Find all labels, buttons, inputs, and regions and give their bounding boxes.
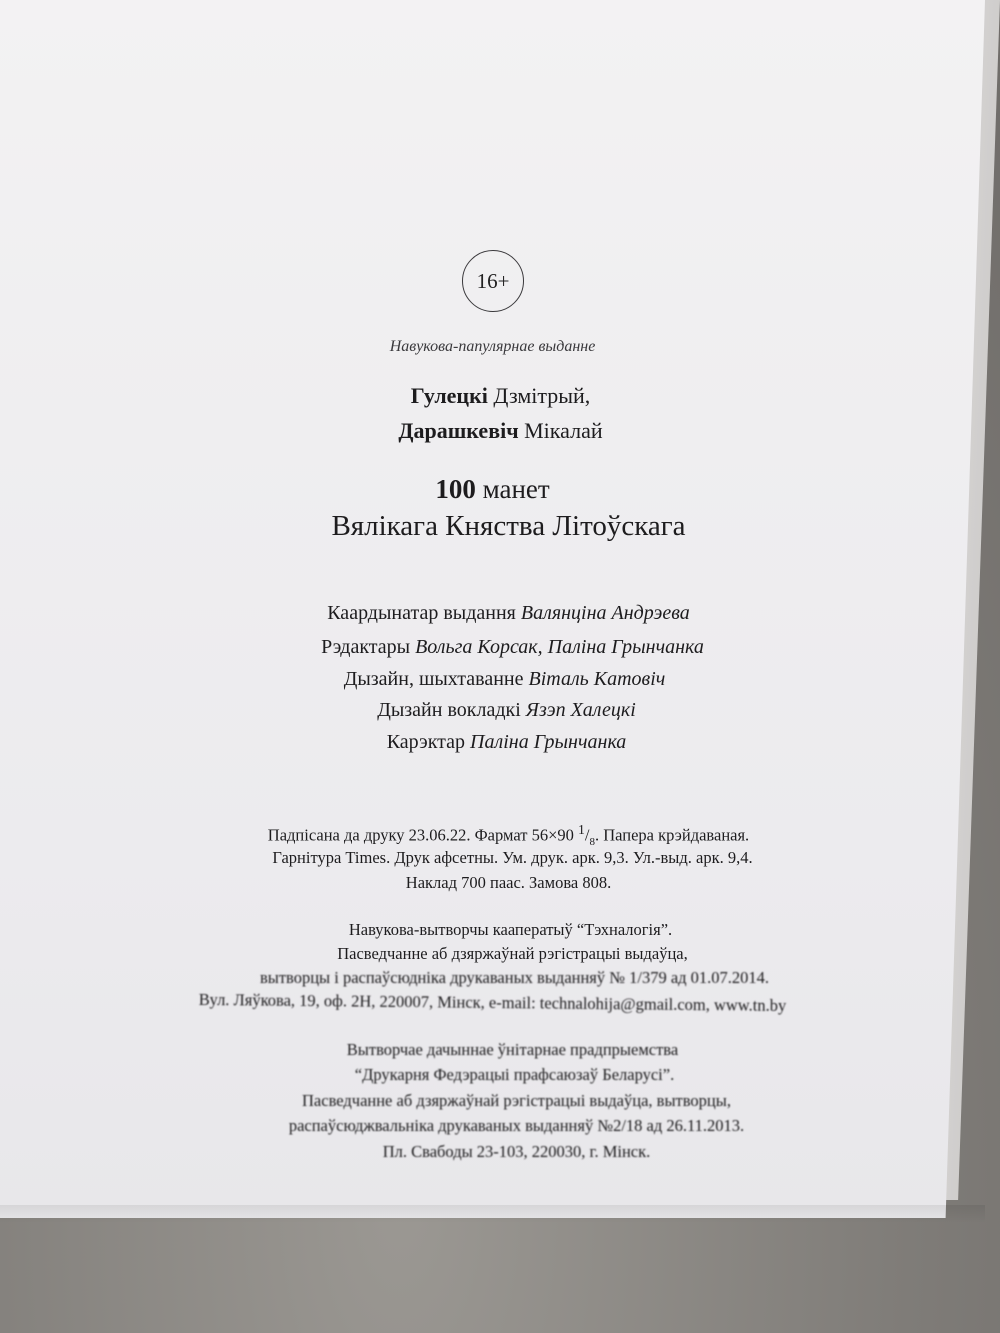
credit-role: Дызайн вокладкі xyxy=(377,699,521,721)
title-word: манет xyxy=(482,474,550,504)
author-name: Дзмітрый, xyxy=(493,383,591,408)
author-surname: Дарашкевіч xyxy=(398,418,519,443)
author-name: Мікалай xyxy=(524,418,603,443)
credit-role: Дызайн, шыхтаванне xyxy=(343,668,524,690)
printer-line: Пл. Свабоды 23-103, 220030, г. Мінск. xyxy=(382,1142,651,1161)
author-surname: Гулецкі xyxy=(410,383,488,408)
imprint-text: Падпісана да друку 23.06.22. Фармат 56×90 xyxy=(267,825,579,845)
printer-line: Пасведчанне аб дзяржаўнай рэгістрацыі выдаўца, вытворцы, xyxy=(302,1091,731,1110)
age-rating-badge xyxy=(462,250,524,312)
credit-person: Валянціна Андрэева xyxy=(520,602,690,624)
credit-line xyxy=(14,699,999,722)
credit-line xyxy=(12,668,997,691)
printer-line: Вытворчае дачыннае ўнітарнае прадпрыемства xyxy=(346,1040,679,1059)
credit-person: Віталь Катовіч xyxy=(528,668,666,690)
imprint-line-1: Падпісана да друку 23.06.22. Фармат 56×90 $^1/_8$. Папера крэйдаваная. xyxy=(267,822,750,848)
age-rating-text: 16+ xyxy=(476,268,510,293)
book-title-line-2: Вялікага Княства Літоўскага xyxy=(331,510,686,542)
author-line-2 xyxy=(8,418,993,444)
credit-line xyxy=(16,602,1000,625)
publisher-line: Навукова-вытворчы кааператыў “Тэхналогія”. xyxy=(348,920,673,939)
credit-role: Карэктар xyxy=(386,731,466,753)
publisher-line: вытворцы і распаўсюдніка друкаваных выданняў № 1/379 ад 01.07.2014. xyxy=(259,968,770,987)
credit-person: Вольга Корсак, Паліна Грынчанка xyxy=(415,636,704,658)
imprint-line-2: Гарнітура Times. Друк афсетны. Ум. друк. арк. 9,3. Ул.-выд. арк. 9,4. xyxy=(272,848,753,867)
imprint-line-3: Наклад 700 паас. Замова 808. xyxy=(405,873,612,892)
credit-line xyxy=(20,636,1000,659)
credit-role: Каардынатар выдання xyxy=(327,602,516,624)
author-line-1 xyxy=(8,383,993,409)
printer-line: “Друкарня Федэрацыі прафсаюзаў Беларусі”. xyxy=(354,1065,675,1084)
book-title-line-1 xyxy=(0,474,985,505)
format-fraction-denominator: 8 xyxy=(589,835,595,848)
title-number: 100 xyxy=(435,474,476,504)
credit-person: Язэп Халецкі xyxy=(525,699,636,721)
credit-line xyxy=(14,731,999,754)
publisher-line: Вул. Ляўкова, 19, оф. 2Н, 220007, Мінск, e-mail: technalohija@gmail.com, www.tn.by xyxy=(198,989,787,1016)
printer-line: распаўсюджвальніка друкаваных выданняў №2/18 ад 26.11.2013. xyxy=(288,1116,745,1135)
edition-type: Навукова-папулярнае выданне xyxy=(389,338,596,355)
imprint-text: . Папера крэйдаваная. xyxy=(594,825,750,845)
format-fraction-numerator: 1 xyxy=(578,822,585,837)
credit-role: Рэдактары xyxy=(321,636,411,658)
publisher-line: Пасведчанне аб дзяржаўнай рэгістрацыі выдаўца, xyxy=(337,944,688,963)
credit-person: Паліна Грынчанка xyxy=(470,731,627,753)
